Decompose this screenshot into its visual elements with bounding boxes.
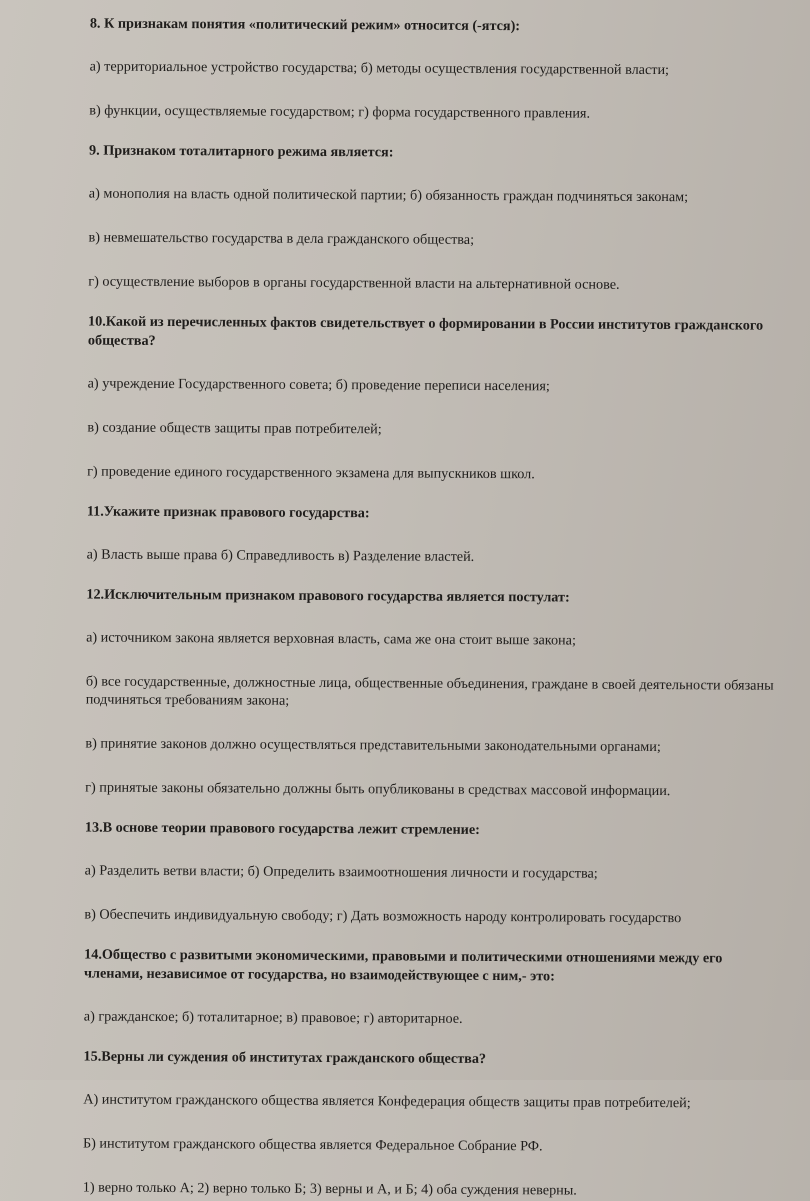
question-11 xyxy=(87,503,777,568)
question-title: 10.Какой из перечисленных фактов свидетельствует о формировании в России институтов гражданского общества? xyxy=(87,313,764,349)
question-9 xyxy=(88,142,779,295)
answer-option: г) принятые законы обязательно должны быть опубликованы в средствах массовой информации. xyxy=(85,779,671,800)
answer-option: в) принятие законов должно осуществляться представительными законодательными органами; xyxy=(85,735,661,756)
answer-option: а) территориальное устройство государства; б) методы осуществления государственной власти; xyxy=(89,58,670,79)
answer-option: а) Разделить ветви власти; б) Определить взаимоотношения личности и государства; xyxy=(84,862,598,882)
answer-option: г) проведение единого государственного экзамена для выпускников школ. xyxy=(87,463,535,483)
answer-option: 1) верно только А; 2) верно только Б; 3) верны и А, и Б; 4) оба суждения неверны. xyxy=(82,1179,577,1199)
answer-option: а) Власть выше права б) Справедливость в) Разделение властей. xyxy=(86,546,475,565)
question-title: 11.Укажите признак правового государства: xyxy=(86,503,370,522)
question-title: 14.Общество с развитыми экономическими, правовыми и политическими отношениями между его членами, независимое от государства, но взаимодействующее с ним,- это: xyxy=(84,946,723,985)
answer-option: а) источником закона является верховная власть, сама же она стоит выше закона; xyxy=(86,629,576,649)
answer-option: в) невмешательство государства в дела гражданского общества; xyxy=(88,229,475,248)
question-8 xyxy=(89,15,780,124)
question-title: 9. Признаком тоталитарного режима является: xyxy=(89,142,394,161)
question-14 xyxy=(84,946,774,1030)
question-10 xyxy=(87,313,778,485)
question-title: 8. К признакам понятия «политический режим» относится (-ятся): xyxy=(89,15,521,35)
question-13 xyxy=(84,819,775,928)
answer-option: а) учреждение Государственного совета; б) проведение переписи населения; xyxy=(87,375,550,395)
answer-option: а) монополия на власть одной политической партии; б) обязанность граждан подчиняться законам; xyxy=(88,185,689,206)
question-15 xyxy=(83,1048,774,1201)
answer-option: в) Обеспечить индивидуальную свободу; г) Дать возможность народу контролировать государство xyxy=(84,906,682,927)
question-title: 15.Верны ли суждения об институтах гражданского общества? xyxy=(83,1048,487,1067)
answer-option: в) создание обществ защиты прав потребителей; xyxy=(87,419,382,438)
answer-option: а) гражданское; б) тоталитарное; в) правовое; г) авторитарное. xyxy=(83,1008,463,1027)
answer-option: г) осуществление выборов в органы государственной власти на альтернативной основе. xyxy=(88,273,620,293)
answer-option: Б) институтом гражданского общества является Федеральное Собрание РФ. xyxy=(82,1135,543,1155)
answer-option: А) институтом гражданского общества является Конфедерация обществ защиты прав потребителей; xyxy=(83,1091,691,1112)
question-title: 13.В основе теории правового государства лежит стремление: xyxy=(84,819,480,838)
question-title: 12.Исключительным признаком правового государства является постулат: xyxy=(86,586,570,606)
answer-option: б) все государственные, должностные лица, общественные объединения, граждане в своей деятельности обязаны подчиняться требованиям закона; xyxy=(85,673,774,709)
answer-option: в) функции, осуществляемые государством; г) форма государственного правления. xyxy=(89,102,591,122)
question-12 xyxy=(85,586,776,801)
